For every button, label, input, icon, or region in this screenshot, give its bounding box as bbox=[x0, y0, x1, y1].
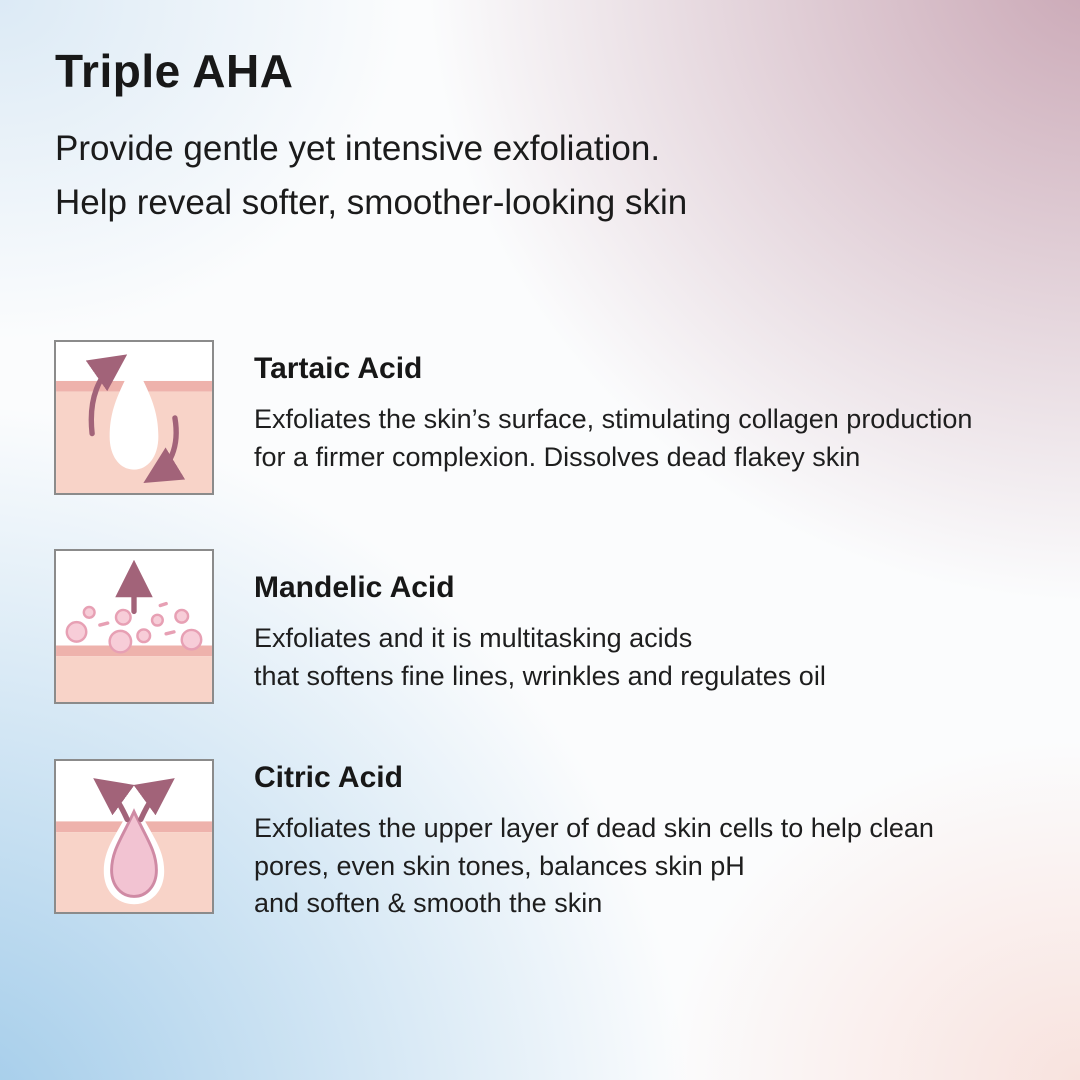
exfoliating-droplet-icon bbox=[54, 340, 214, 495]
subtitle-line-2: Help reveal softer, smoother-looking skin bbox=[55, 183, 688, 222]
rising-bubbles-icon bbox=[54, 549, 214, 704]
section-description bbox=[254, 810, 934, 923]
page-subtitle bbox=[55, 122, 687, 230]
section-text bbox=[254, 549, 826, 695]
section-mandelic-acid bbox=[54, 549, 826, 704]
section-text bbox=[254, 759, 934, 923]
subtitle-line-1: Provide gentle yet intensive exfoliation. bbox=[55, 129, 661, 168]
description-line: Exfoliates the upper layer of dead skin cells to help clean bbox=[254, 813, 934, 843]
description-line: Exfoliates and it is multitasking acids bbox=[254, 623, 693, 653]
description-line: and soften & smooth the skin bbox=[254, 888, 603, 918]
section-tartaic-acid bbox=[54, 340, 972, 495]
section-heading: Tartaic Acid bbox=[254, 352, 423, 385]
section-description bbox=[254, 620, 826, 695]
section-description bbox=[254, 401, 972, 476]
description-line: for a firmer complexion. Dissolves dead flakey skin bbox=[254, 441, 861, 472]
page-title: Triple AHA bbox=[55, 45, 294, 97]
section-heading: Citric Acid bbox=[254, 761, 403, 794]
description-line: that softens fine lines, wrinkles and regulates oil bbox=[254, 660, 826, 691]
description-line: pores, even skin tones, balances skin pH bbox=[254, 850, 745, 881]
section-heading: Mandelic Acid bbox=[254, 571, 455, 604]
description-line: Exfoliates the skin’s surface, stimulating collagen production bbox=[254, 404, 973, 434]
section-text bbox=[254, 340, 972, 476]
pore-cleansing-droplet-icon bbox=[54, 759, 214, 914]
section-citric-acid bbox=[54, 759, 934, 923]
